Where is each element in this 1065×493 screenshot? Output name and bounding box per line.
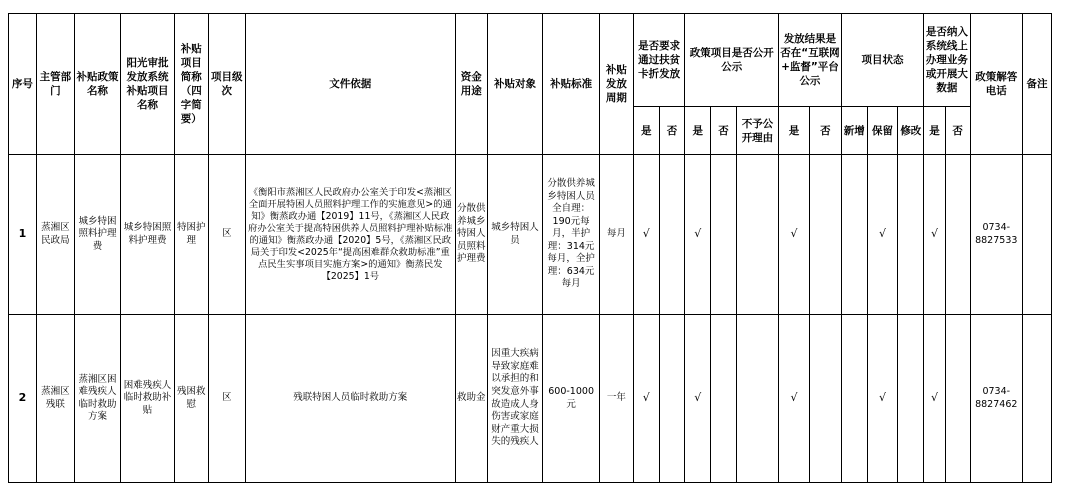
row-online-no bbox=[945, 155, 970, 315]
row-status-new bbox=[841, 155, 867, 315]
row-poverty-yes: √ bbox=[633, 315, 659, 483]
header-cycle: 补贴发放周期 bbox=[599, 14, 633, 155]
row-not-public-reason bbox=[736, 315, 778, 483]
table-row bbox=[9, 315, 1052, 483]
row-disclose-no bbox=[711, 155, 737, 315]
header-not-public-reason: 不予公开理由 bbox=[736, 107, 778, 155]
header-internet-platform: 发放结果是否在“互联网+监督”平台公示 bbox=[779, 14, 842, 107]
header-standard: 补贴标准 bbox=[543, 14, 600, 155]
subsidy-policy-table bbox=[8, 13, 1052, 483]
row-status-modify bbox=[898, 155, 924, 315]
header-poverty-yes: 是 bbox=[633, 107, 659, 155]
row-internet-no bbox=[809, 315, 841, 483]
header-disclose-yes: 是 bbox=[685, 107, 711, 155]
header-internet-no: 否 bbox=[809, 107, 841, 155]
row-target: 因重大疾病导致家庭难以承担的和突发意外事故造成人身伤害或家庭财产重大损失的残疾人 bbox=[487, 315, 543, 483]
row-system-name: 城乡特困照料护理费 bbox=[121, 155, 175, 315]
row-dept: 蒸湘区民政局 bbox=[36, 155, 74, 315]
header-internet-yes: 是 bbox=[779, 107, 810, 155]
row-target: 城乡特困人员 bbox=[487, 155, 543, 315]
row-poverty-no bbox=[659, 315, 685, 483]
row-short-name: 特困护理 bbox=[174, 155, 208, 315]
row-seq: 2 bbox=[9, 315, 37, 483]
header-status: 项目状态 bbox=[841, 14, 923, 107]
row-disclose-yes: √ bbox=[685, 155, 711, 315]
header-remark: 备注 bbox=[1023, 14, 1052, 155]
row-poverty-no bbox=[659, 155, 685, 315]
row-cycle: 每月 bbox=[599, 155, 633, 315]
row-status-retain: √ bbox=[867, 315, 898, 483]
row-poverty-yes: √ bbox=[633, 155, 659, 315]
row-disclose-yes: √ bbox=[685, 315, 711, 483]
header-phone: 政策解答电话 bbox=[970, 14, 1023, 155]
row-remark bbox=[1023, 155, 1052, 315]
row-online-yes: √ bbox=[924, 315, 946, 483]
header-policy-name: 补贴政策名称 bbox=[74, 14, 120, 155]
row-seq: 1 bbox=[9, 155, 37, 315]
header-disclose-no: 否 bbox=[711, 107, 737, 155]
row-dept: 蒸湘区残联 bbox=[36, 315, 74, 483]
header-online-system: 是否纳入系统线上办理业务或开展大数据 bbox=[924, 14, 970, 107]
header-system-name: 阳光审批发放系统补贴项目名称 bbox=[121, 14, 175, 155]
header-status-retain: 保留 bbox=[867, 107, 898, 155]
header-poverty-no: 否 bbox=[659, 107, 685, 155]
row-fund-use: 救助金 bbox=[455, 315, 487, 483]
row-internet-yes: √ bbox=[779, 315, 810, 483]
table-row bbox=[9, 155, 1052, 315]
row-short-name: 残困救慰 bbox=[174, 315, 208, 483]
row-disclose-no bbox=[711, 315, 737, 483]
header-row-top bbox=[9, 14, 1052, 107]
row-level: 区 bbox=[208, 315, 245, 483]
row-basis: 残联特困人员临时救助方案 bbox=[245, 315, 455, 483]
row-policy-name: 蒸湘区困难残疾人临时救助方案 bbox=[74, 315, 120, 483]
header-status-new: 新增 bbox=[841, 107, 867, 155]
header-level: 项目级次 bbox=[208, 14, 245, 155]
row-internet-no bbox=[809, 155, 841, 315]
row-level: 区 bbox=[208, 155, 245, 315]
header-status-modify: 修改 bbox=[898, 107, 924, 155]
row-basis: 《衡阳市蒸湘区人民政府办公室关于印发<蒸湘区全面开展特困人员照料护理工作的实施意见>的通知》衡蒸政办通【2019】11号，《蒸湘区人民政府办公室关于提高特困供养人员照料护理补贴标准的通知》衡蒸政办通【2020】5号，《蒸湘区民政局关于印发<2025年“提高困难群众救助标准”重点民生实事项目实施方案>的通知》衡蒸民发【2025】1号 bbox=[245, 155, 455, 315]
header-online-yes: 是 bbox=[924, 107, 946, 155]
row-internet-yes: √ bbox=[779, 155, 810, 315]
row-standard: 分散供养城乡特困人员全自理：190元每月，半护理：314元每月，全护理：634元每月 bbox=[543, 155, 600, 315]
row-phone: 0734-8827462 bbox=[970, 315, 1023, 483]
row-fund-use: 分散供养城乡特困人员照料护理费 bbox=[455, 155, 487, 315]
row-system-name: 困难残疾人临时救助补贴 bbox=[121, 315, 175, 483]
row-cycle: 一年 bbox=[599, 315, 633, 483]
row-online-no bbox=[945, 315, 970, 483]
header-fund-use: 资金用途 bbox=[455, 14, 487, 155]
header-online-no: 否 bbox=[945, 107, 970, 155]
header-dept: 主管部门 bbox=[36, 14, 74, 155]
row-standard: 600-1000元 bbox=[543, 315, 600, 483]
row-online-yes: √ bbox=[924, 155, 946, 315]
row-not-public-reason bbox=[736, 155, 778, 315]
row-status-retain: √ bbox=[867, 155, 898, 315]
subsidy-policy-table-sheet bbox=[8, 13, 1052, 483]
row-phone: 0734-8827533 bbox=[970, 155, 1023, 315]
header-poverty-card: 是否要求通过扶贫卡折发放 bbox=[633, 14, 684, 107]
header-disclosure: 政策项目是否公开公示 bbox=[685, 14, 779, 107]
row-status-new bbox=[841, 315, 867, 483]
header-target: 补贴对象 bbox=[487, 14, 543, 155]
header-short-name: 补贴项目简称（四字简要） bbox=[174, 14, 208, 155]
row-remark bbox=[1023, 315, 1052, 483]
header-basis: 文件依据 bbox=[245, 14, 455, 155]
header-seq: 序号 bbox=[9, 14, 37, 155]
row-policy-name: 城乡特困照料护理费 bbox=[74, 155, 120, 315]
row-status-modify bbox=[898, 315, 924, 483]
